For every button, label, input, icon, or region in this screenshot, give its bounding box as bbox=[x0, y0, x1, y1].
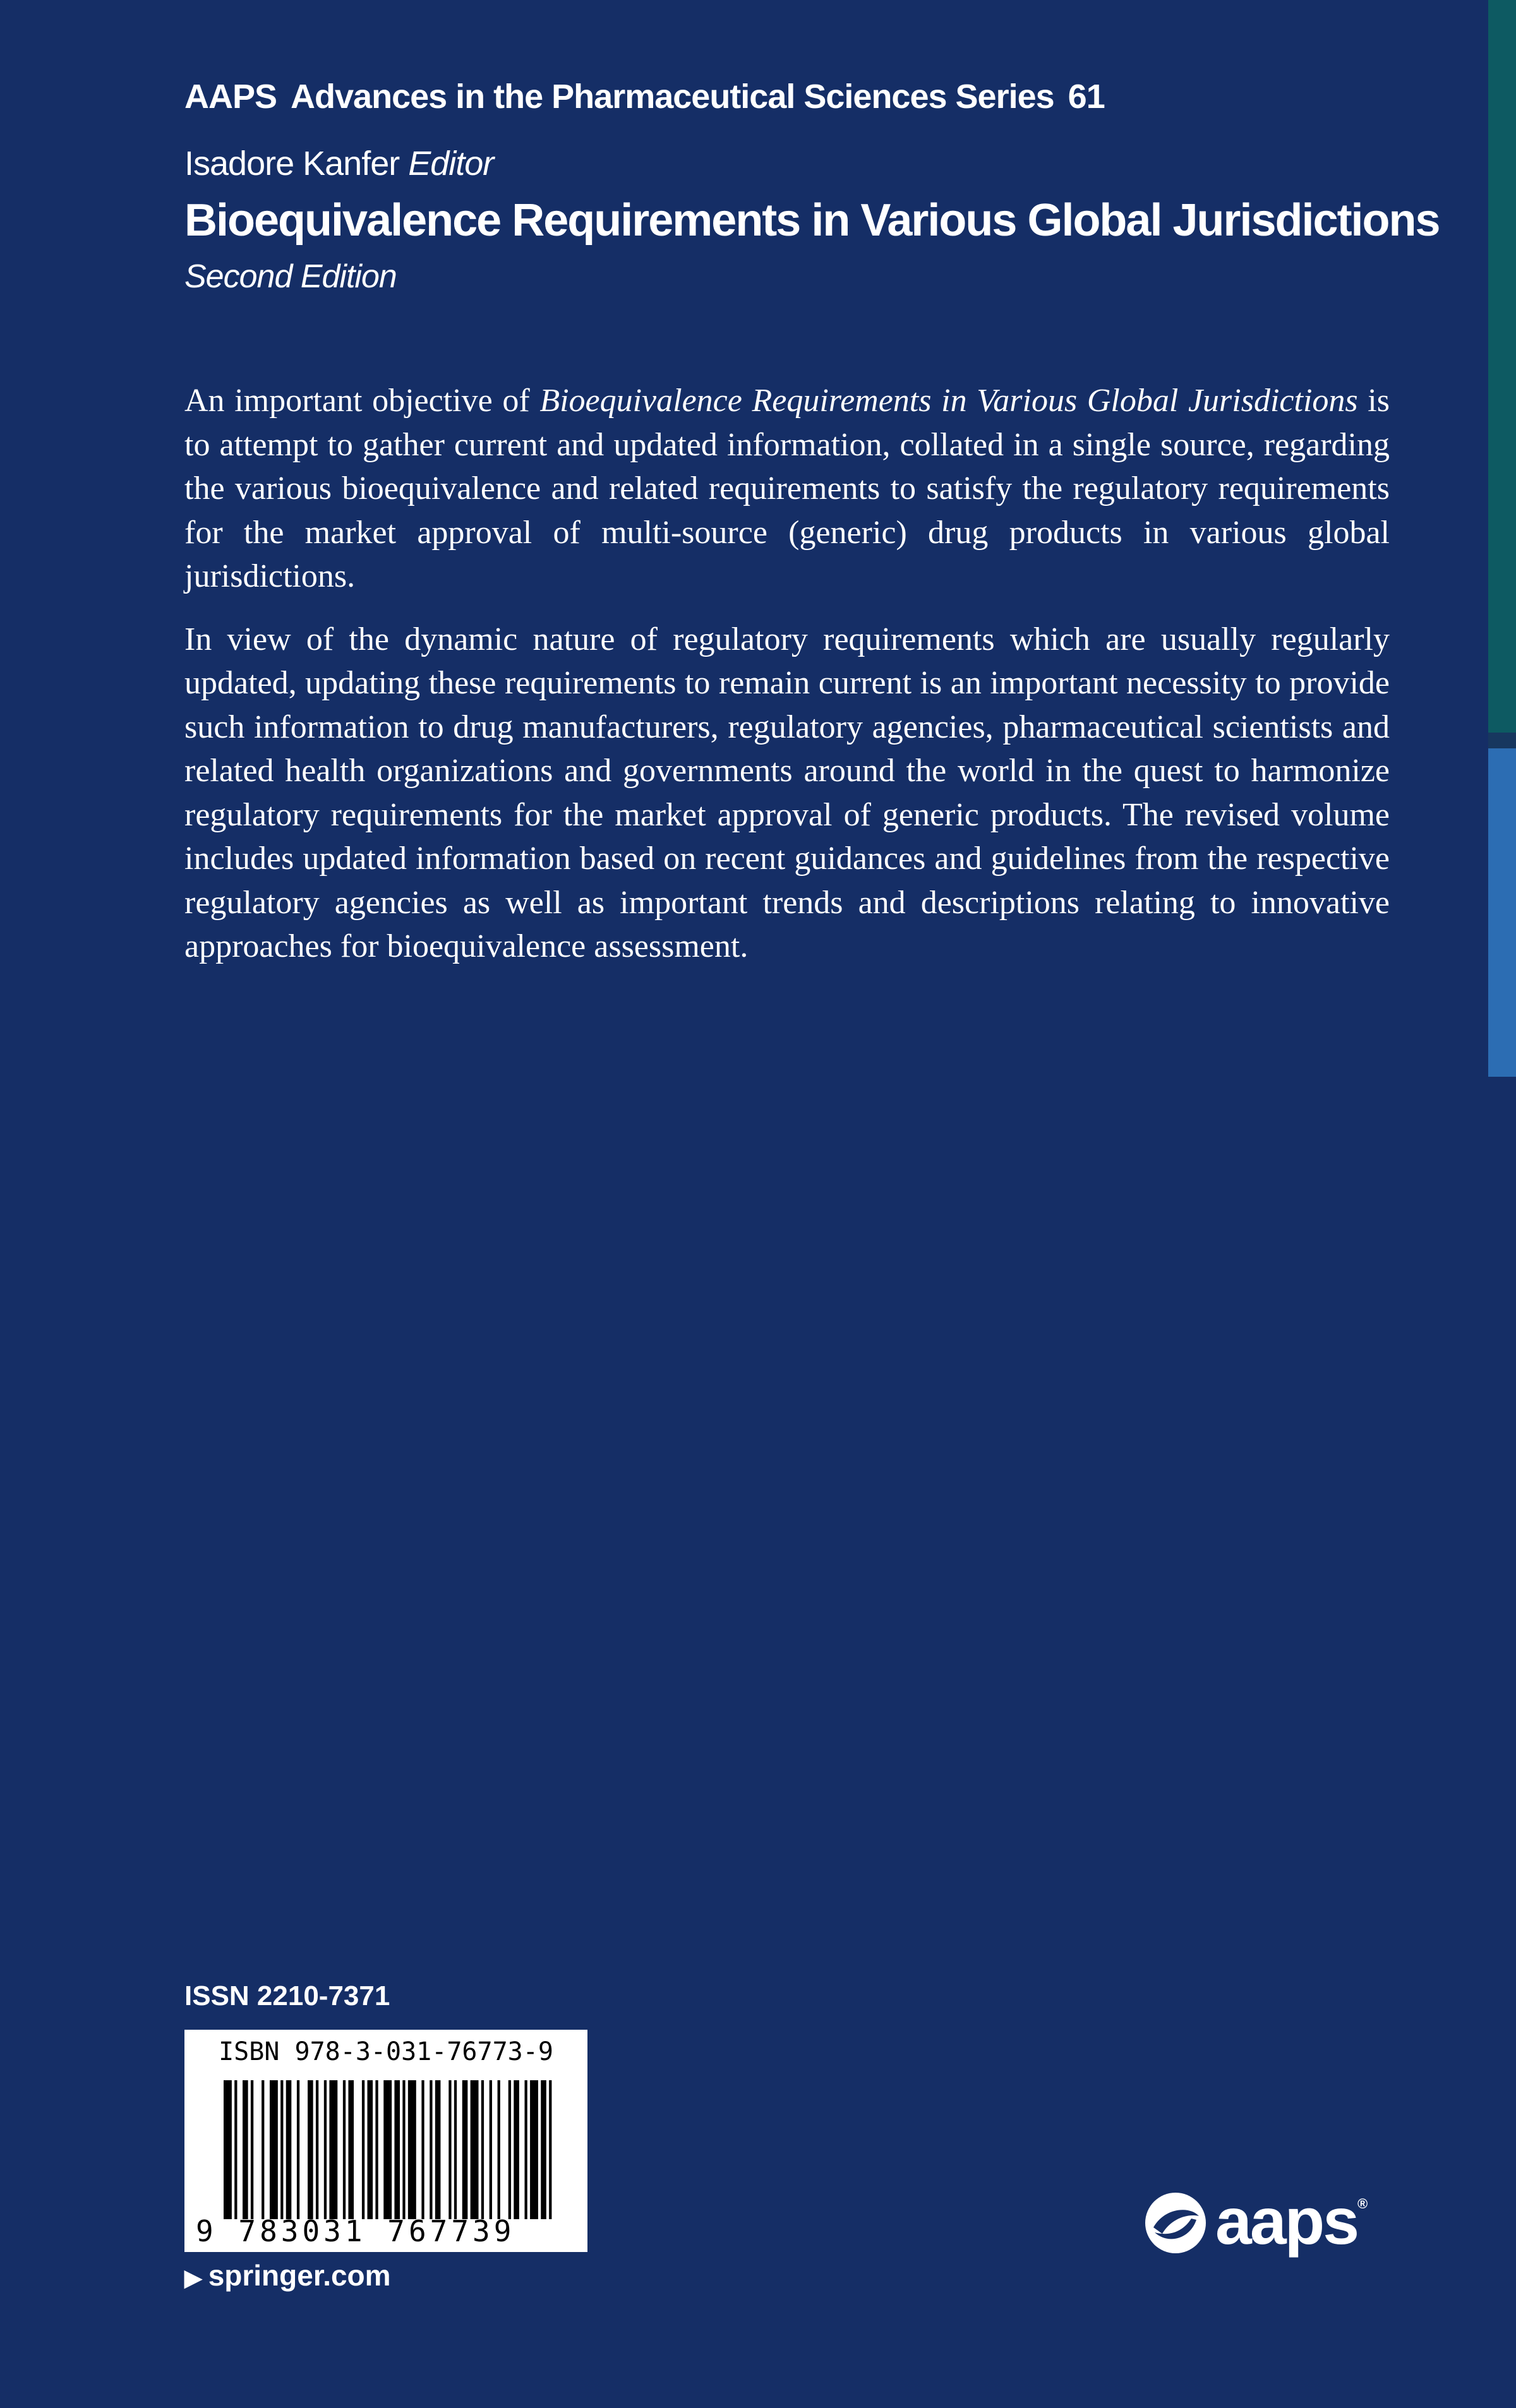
blurb-paragraph-2: In view of the dynamic nature of regulatory requirements which are usually regularly updated, updating these requirements to remain current is an important necessity to provide such information to drug manufacturers, regulatory agencies, pharmaceutical scientists and related health organizations and governments around the world in the quest to harmonize regulatory requirements for the market approval of generic products. The revised volume includes updated information based on recent guidances and guidelines from the respective regulatory agencies as well as important trends and descriptions relating to innovative approaches for bioequivalence assessment. bbox=[184, 621, 1390, 964]
barcode-bar bbox=[329, 2080, 337, 2219]
barcode-bar bbox=[394, 2080, 400, 2219]
barcode-bar bbox=[308, 2080, 313, 2219]
barcode-bar bbox=[251, 2080, 253, 2219]
edition-label: Second Edition bbox=[184, 258, 397, 295]
barcode-bar bbox=[490, 2080, 492, 2219]
blurb-p1-end: is to attempt to gather current and updated information, collated in a single source, regarding the various bioequivalence and related requirements to satisfy the regulatory requirements for the market approval of multi-source (generic) drug products in various global jurisdictions. bbox=[184, 383, 1390, 594]
barcode-bar bbox=[343, 2080, 346, 2219]
barcode-digits: 9 783031 767739 bbox=[196, 2214, 515, 2248]
aaps-logo bbox=[1141, 2185, 1393, 2258]
spine-divider bbox=[1488, 733, 1516, 748]
barcode-bar bbox=[348, 2080, 354, 2219]
barcode-bar bbox=[243, 2080, 248, 2219]
barcode-bar bbox=[402, 2080, 405, 2219]
isbn-barcode bbox=[184, 2030, 587, 2252]
spine-teal-strip bbox=[1488, 0, 1516, 733]
series-number: 61 bbox=[1068, 78, 1105, 116]
barcode-bar bbox=[362, 2080, 364, 2219]
aaps-wordmark bbox=[1215, 2184, 1366, 2260]
barcode-bar bbox=[462, 2080, 468, 2219]
series-line bbox=[184, 77, 1119, 116]
isbn-label: ISBN 978-3-031-76773-9 bbox=[219, 2037, 553, 2066]
barcode-bar bbox=[262, 2080, 264, 2219]
issn-label: ISSN 2210-7371 bbox=[184, 1980, 390, 2011]
barcode-bar bbox=[430, 2080, 432, 2219]
barcode-bar bbox=[324, 2080, 327, 2219]
editor-name: Isadore Kanfer bbox=[184, 145, 400, 183]
blurb-text bbox=[184, 379, 1390, 988]
barcode-bar bbox=[375, 2080, 378, 2219]
barcode-bar bbox=[280, 2080, 283, 2219]
barcode-bar bbox=[514, 2080, 519, 2219]
registered-mark: ® bbox=[1357, 2196, 1366, 2212]
barcode-bar bbox=[297, 2080, 299, 2219]
series-name: Advances in the Pharmaceutical Sciences Series bbox=[291, 78, 1054, 116]
barcode-bar bbox=[530, 2080, 538, 2219]
barcode-bar bbox=[368, 2080, 373, 2219]
editor-line bbox=[184, 144, 493, 183]
aaps-wordmark-text: aaps bbox=[1215, 2185, 1358, 2258]
barcode-bar bbox=[435, 2080, 441, 2219]
springer-link-text: springer.com bbox=[208, 2259, 391, 2292]
barcode-bar bbox=[454, 2080, 457, 2219]
blurb-p1-title: Bioequivalence Requirements in Various Global Jurisdictions bbox=[539, 383, 1358, 419]
barcode-bar bbox=[481, 2080, 484, 2219]
barcode-bar bbox=[421, 2080, 424, 2219]
barcode-bar bbox=[270, 2080, 278, 2219]
barcode-bar bbox=[448, 2080, 451, 2219]
springer-link[interactable] bbox=[184, 2258, 391, 2292]
editor-role: Editor bbox=[408, 145, 494, 183]
barcode-bar bbox=[508, 2080, 511, 2219]
barcode-bar bbox=[471, 2080, 479, 2219]
barcode-bar bbox=[286, 2080, 292, 2219]
barcode-bar bbox=[408, 2080, 416, 2219]
blurb-paragraph-1 bbox=[184, 379, 1390, 599]
barcode-bar bbox=[541, 2080, 546, 2219]
series-abbr: AAPS bbox=[184, 78, 277, 116]
barcode-bar bbox=[498, 2080, 500, 2219]
barcode-bar bbox=[316, 2080, 318, 2219]
barcode-bar bbox=[524, 2080, 527, 2219]
barcode-bars bbox=[224, 2080, 557, 2219]
barcode-bar bbox=[549, 2080, 551, 2219]
aaps-swirl-icon bbox=[1141, 2188, 1210, 2258]
blurb-p1-start: An important objective of bbox=[184, 383, 540, 419]
barcode-bar bbox=[234, 2080, 237, 2219]
barcode-bar bbox=[383, 2080, 392, 2219]
spine-blue-strip bbox=[1488, 748, 1516, 1077]
book-title: Bioequivalence Requirements in Various Global Jurisdictions bbox=[184, 195, 1440, 246]
arrow-right-icon: ▶ bbox=[184, 2265, 202, 2291]
barcode-bar bbox=[224, 2080, 232, 2219]
